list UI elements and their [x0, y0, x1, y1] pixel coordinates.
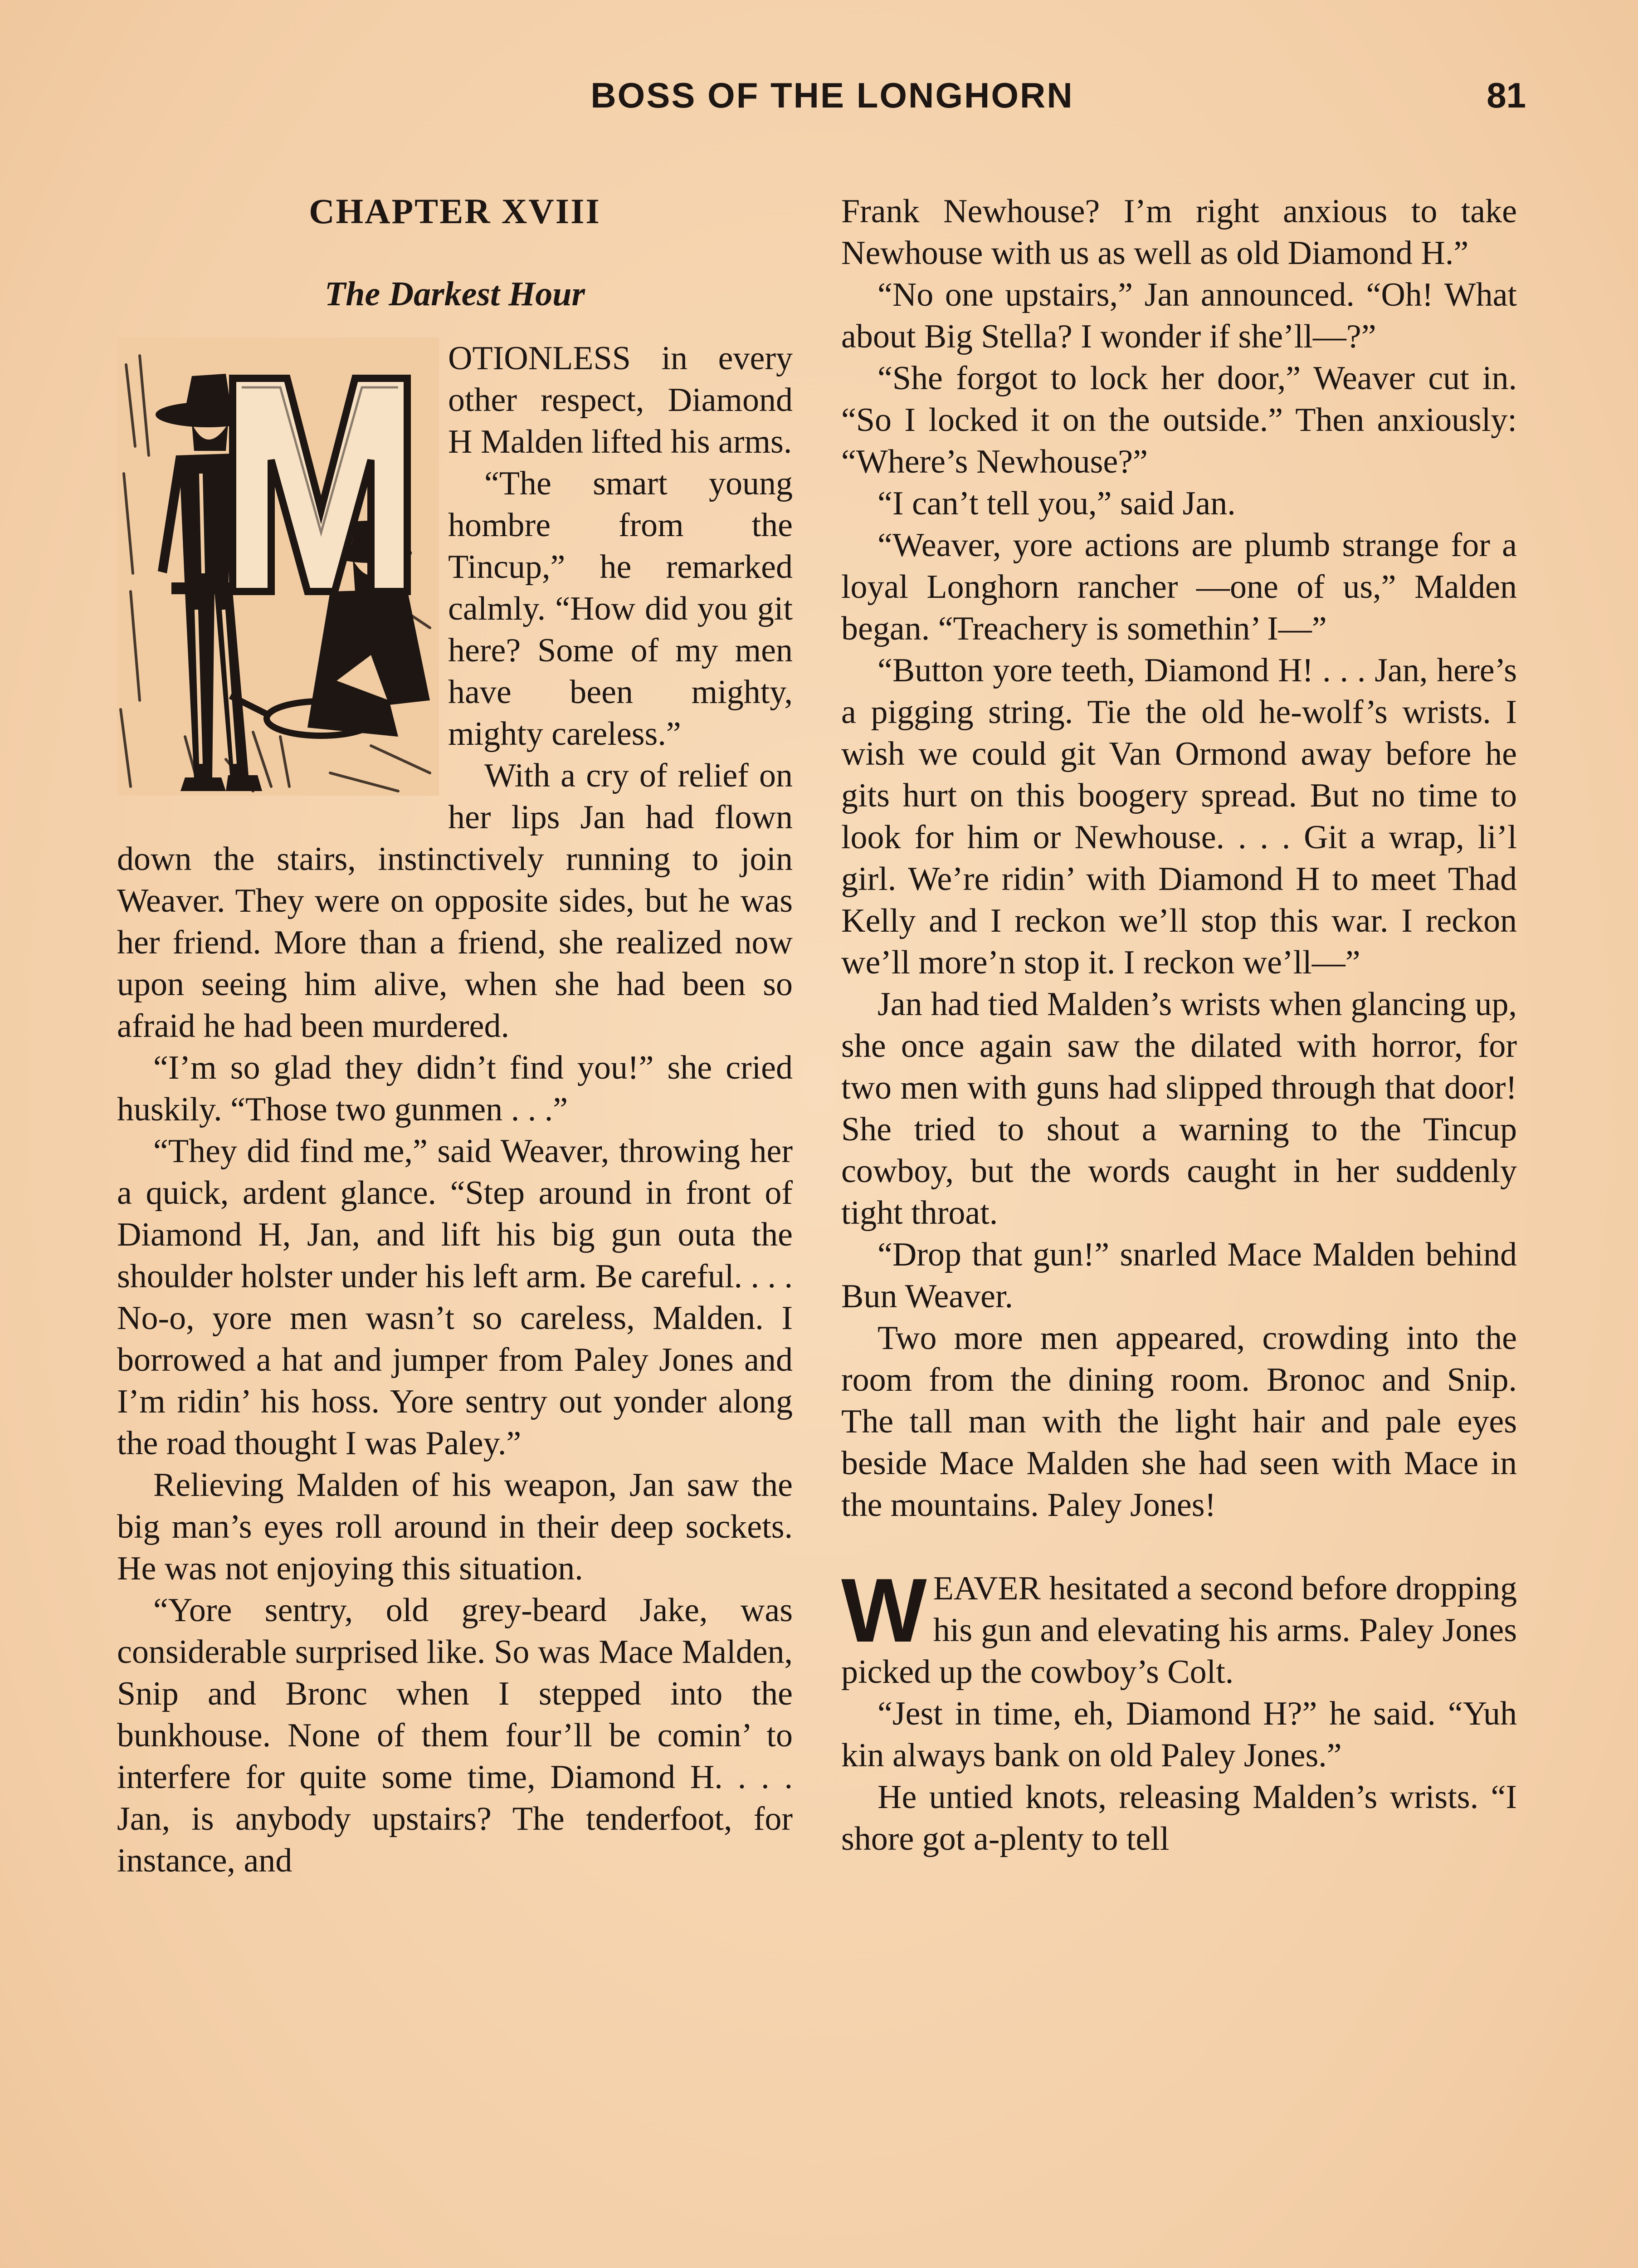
paragraph: “Jest in time, eh, Diamond H?” he said. “Yuh kin always bank on old Paley Jones.”: [841, 1695, 1517, 1774]
left-column: [117, 191, 793, 1882]
section-opening-paragraph: [841, 1560, 1517, 1693]
illustrated-dropcap-m: [117, 337, 439, 796]
paragraph: Jan had tied Malden’s wrists when glancing up, she once again saw the dilated with horror, for two men with guns had slipped through that door! She tried to shout a warning to the Tincup cowboy, but the words caught in her suddenly tight throat.: [841, 986, 1517, 1232]
chapter-heading: CHAPTER XVIII: [309, 191, 601, 231]
paragraph: “I’m so glad they didn’t find you!” she cried huskily. “Those two gunmen . . .”: [117, 1049, 793, 1128]
page-number: 81: [1487, 75, 1526, 115]
paragraph: “No one upstairs,” Jan announced. “Oh! What about Big Stella? I wonder if she’ll—?”: [841, 276, 1517, 355]
paragraph: Frank Newhouse? I’m right anxious to take Newhouse with us as well as old Diamond H.”: [841, 193, 1517, 272]
paragraph: “Button yore teeth, Diamond H! . . . Jan, here’s a pigging string. Tie the old he-wolf’s wrists. I wish we could git Van Ormond away before he gits hurt on this boogery spread. But no time to look for him or Newhouse. . . . Git a wrap, li’l girl. We’re ridin’ with Diamond H to meet Thad Kelly and I reckon we’ll stop this war. I reckon we’ll more’n stop it. I reckon we’ll—”: [841, 652, 1517, 981]
paragraph-text: EAVER hesitated a second before dropping his gun and elevating his arms. Paley Jones picked up the cowboy’s Colt.: [841, 1570, 1517, 1691]
paragraph: “The smart young hombre from the Tincup,” he remarked calmly. “How did you git here? Some of my men have been mighty, mighty careless.”: [448, 465, 793, 753]
paragraph: “She forgot to lock her door,” Weaver cut in. “So I locked it on the outside.” Then anxiously: “Where’s Newhouse?”: [841, 360, 1517, 480]
dropcap-w: W: [841, 1560, 927, 1661]
chapter-subtitle: The Darkest Hour: [324, 275, 585, 313]
paragraph: With a cry of relief on her lips Jan had flown down the stairs, instinctively running to join Weaver. They were on opposite sides, but he was her friend. More than a friend, she realized now upon seeing him alive, when she had been so afraid he had been murdered.: [117, 757, 793, 1045]
section-break: [841, 1526, 1517, 1568]
paragraph: “Weaver, yore actions are plumb strange for a loyal Longhorn rancher —one of us,” Malden began. “Treachery is somethin’ I—”: [841, 527, 1517, 647]
paragraph: OTIONLESS in every other respect, Diamond H Malden lifted his arms.: [448, 340, 793, 460]
right-column: [841, 191, 1517, 1860]
paragraph: Relieving Malden of his weapon, Jan saw the big man’s eyes roll around in their deep sockets. He was not enjoying this situation.: [117, 1466, 793, 1587]
cowboys-illustration-icon: [117, 337, 439, 796]
paragraph: “Drop that gun!” snarled Mace Malden behind Bun Weaver.: [841, 1236, 1517, 1315]
paragraph: He untied knots, releasing Malden’s wrists. “I shore got a-plenty to tell: [841, 1779, 1517, 1857]
paragraph: Two more men appeared, crowding into the room from the dining room. Bronoc and Snip. The tall man with the light hair and pale eyes beside Mace Malden she had seen with Mace in the mountains. Paley Jones!: [841, 1320, 1517, 1524]
paragraph: “I can’t tell you,” said Jan.: [878, 485, 1236, 522]
paragraph: “They did find me,” said Weaver, throwing her a quick, ardent glance. “Step around in front of Diamond H, Jan, and lift his big gun outa the shoulder holster under his left arm. Be careful. . . . No-o, yore men wasn’t so careless, Malden. I borrowed a hat and jumper from Paley Jones and I’m ridin’ his hoss. Yore sentry out yonder along the road thought I was Paley.”: [117, 1133, 793, 1462]
running-title: BOSS OF THE LONGHORN: [590, 75, 1074, 115]
paragraph: “Yore sentry, old grey-beard Jake, was considerable surprised like. So was Mace Malden, Snip and Bronc when I stepped into the bunkhouse. None of them four’ll be comin’ to interfere for quite some time, Diamond H. . . . Jan, is anybody upstairs? The tenderfoot, for instance, and: [117, 1592, 793, 1879]
